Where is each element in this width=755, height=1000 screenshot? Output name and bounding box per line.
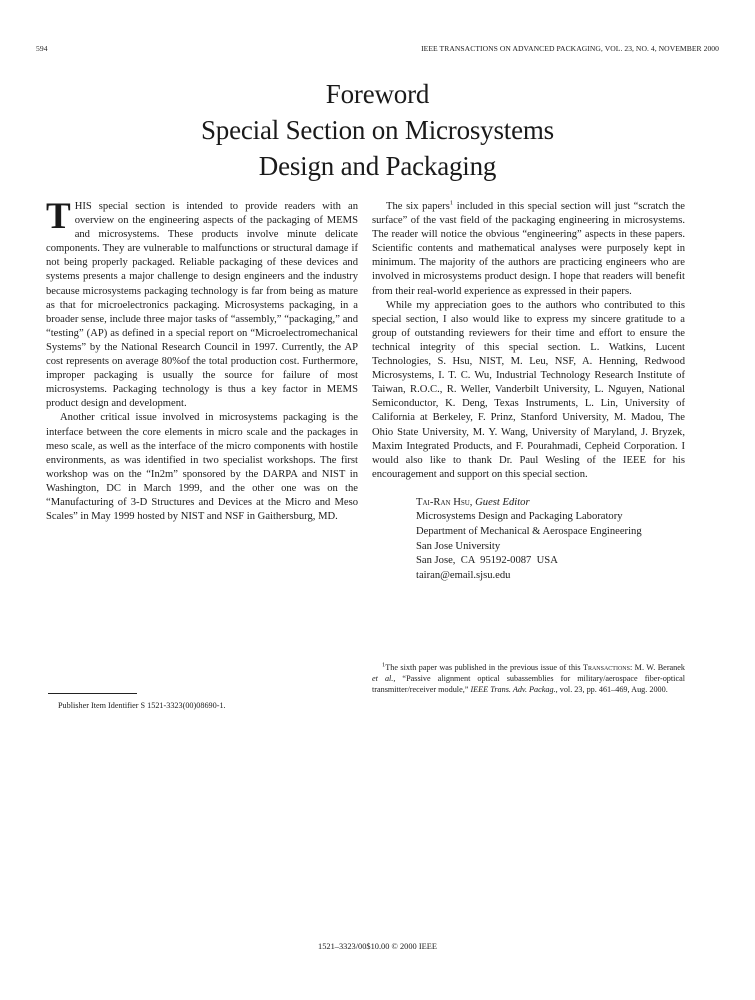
title-line-3: Design and Packaging xyxy=(258,151,497,181)
title-line-2: Special Section on Microsystems xyxy=(200,115,554,145)
journal-header: IEEE TRANSACTIONS ON ADVANCED PACKAGING, VOL. 23, NO. 4, NOVEMBER 2000 xyxy=(421,44,719,53)
editor-line xyxy=(416,496,685,511)
title-line-1: Foreword xyxy=(325,79,430,109)
editor-role: Guest Editor xyxy=(475,496,530,508)
editor-address: San Jose, CA 95192-0087 USA xyxy=(416,555,558,567)
paragraph-4: While my appreciation goes to the authors who contributed to this special section, I also would like to express my sincere gratitude to a group of outstanding reviewers for their time and effort to ensure the technical integrity of this special section. L. Watkins, Lucent Technologies, S. Hsu, NIST, M. Leu, NSF, A. Henning, Redwood Microsystems, I. T. C. Wu, Industrial Technology Research Institute of Taiwan, R.O.C., R. Weller, Vanderbilt University, L. Nguyen, National Semiconductor, K. Deng, Texas Instruments, L. Lin, University of California at Berkeley, F. Prinz, Stanford University, M. Madou, The Ohio State University, M. Y. Wang, University of Maryland, J. Bryzek, Maxim Integrated Products, and F. Pourahmadi, Cepheid Corporation. I would also like to thank Dr. Paul Wesling of the IEEE for his encouragement and support on this special section. xyxy=(372,299,685,480)
footnote-mark: 1 xyxy=(382,661,386,669)
editor-email[interactable]: tairan@email.sjsu.edu xyxy=(416,569,511,581)
running-head xyxy=(36,44,719,56)
paragraph-1: THIS special section is intended to provide readers with an overview on the engineering aspects of the packaging of MEMS and microsystems. These products involve minute delicate components. They are vulnerable to malfunctions or structural damage if not being properly packaged. Reliable packaging of these devices and systems presents a major challenge to design engineers and the industry because microsystems packaging technology is far from being as mature as that for microelectronics packaging. Microsystems packaging, in a broader sense, include three major tasks of “assembly,” “packaging,” and “testing” (AP) as defined in a special report on “Microelectromechanical Systems” by the National Research Council in 1997. Currently, the AP cost represents on average 80%of the total production cost. Furthermore, improper packaging is usually the source for failure of most microsystems. Packaging technology is thus a key factor in MEMS product design and development. xyxy=(46,196,358,410)
drop-cap: T xyxy=(46,196,71,237)
footnote-ref[interactable]: 1 xyxy=(449,199,454,207)
publisher-item-identifier: Publisher Item Identifier S 1521-3323(00)08690-1. xyxy=(58,701,226,710)
editor-university: San Jose University xyxy=(416,540,501,552)
page-number: 594 xyxy=(36,44,48,53)
editor-department: Department of Mechanical & Aerospace Engineering xyxy=(416,526,642,538)
copyright-line: 1521–3323/00$10.00 © 2000 IEEE xyxy=(318,942,437,951)
paragraph-3: The six papers$^1$ included in this special section will just “scratch the surface” of the vast field of the packaging engineering in microsystems. The reader will notice the obvious “engineering” aspects in these papers. Scientific contents and mathematical analyses were purposely kept in minimum. The majority of the authors are practicing engineers who are involved in microsystems product design. I hope that readers will benefit from their real-world experience as expressed in their papers. xyxy=(372,199,685,297)
editor-name: Tai-Ran Hsu, xyxy=(416,496,473,508)
footnote-rule xyxy=(48,693,137,694)
page-title xyxy=(0,76,755,184)
signature-block xyxy=(416,496,685,584)
paragraph-2: Another critical issue involved in microsystems packaging is the interface between the core elements in micro scale and the packages in meso scale, as well as the interface of the micro components with hostile environments, as was identified in two specialist workshops. The first workshop was on the “In2m” sponsored by the DARPA and NIST in Washington, DC in March 1999, and the other one was on the “Manufacturing of 3-D Structures and Devices at the Micro and Meso Scales” in May 1999 hosted by NIST and NSF in Gaithersburg, MD. xyxy=(46,412,358,523)
editor-lab: Microsystems Design and Packaging Laboratory xyxy=(416,511,623,523)
footnote: $^1$The sixth paper was published in the previous issue of this Transactions: M. W. Beranek et al., “Passive alignment optical subassemblies for military/aerospace fiber-optical transmitter/receiver module,” IEEE Trans. Adv. Packag., vol. 23, pp. 461–469, Aug. 2000. xyxy=(372,661,686,695)
left-column xyxy=(46,196,358,524)
right-column xyxy=(372,200,685,583)
